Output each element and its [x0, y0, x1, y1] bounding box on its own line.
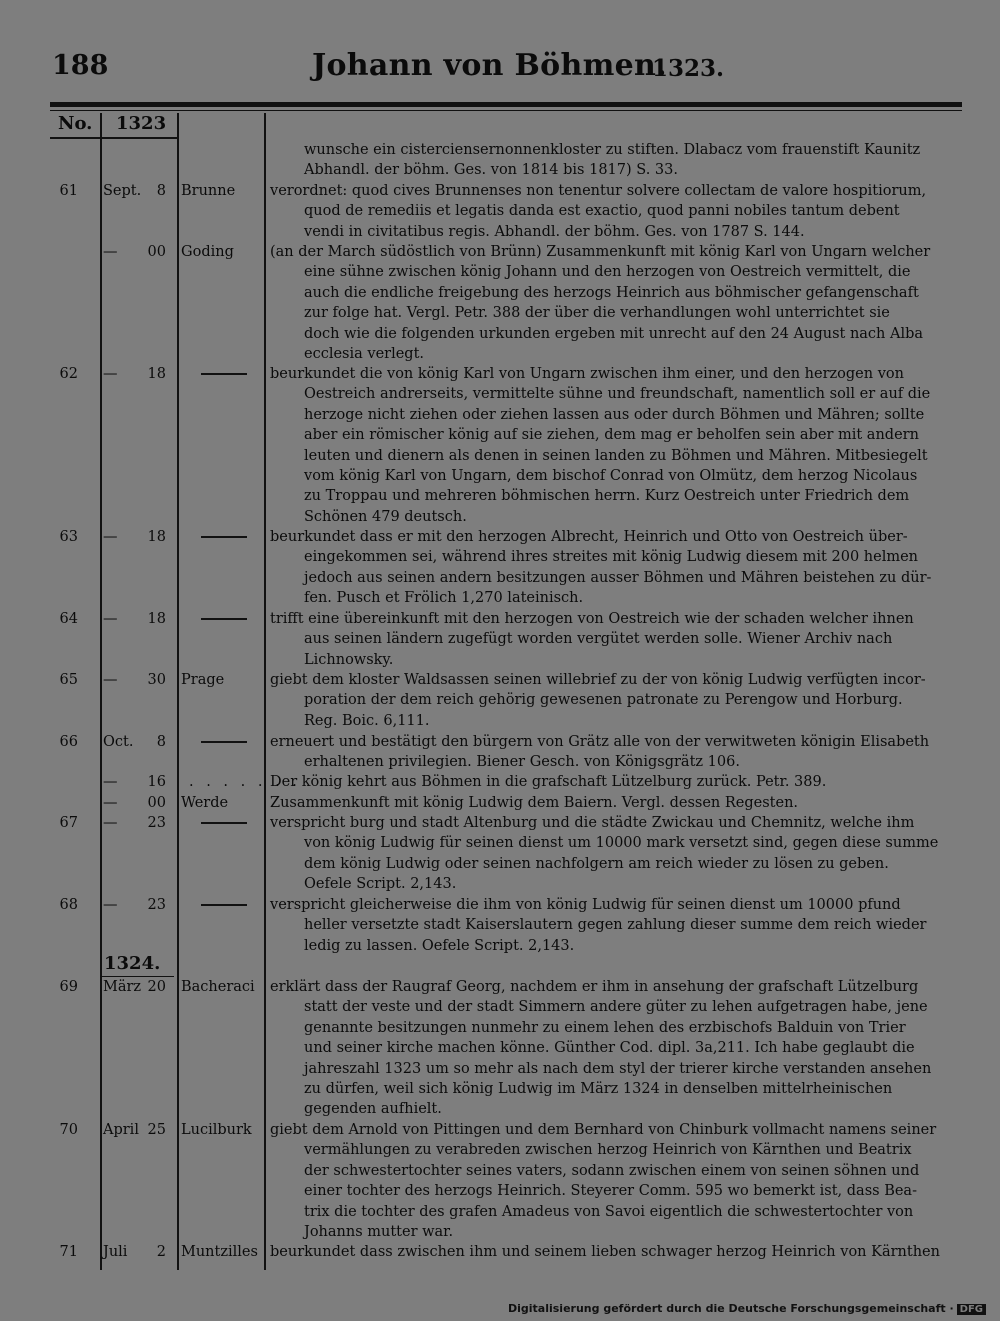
entry-line: erklärt dass der Raugraf Georg, nachdem er ihm in ansehung der grafschaft Lützelburg — [270, 979, 919, 995]
column-divider-2 — [177, 113, 179, 1270]
entry-month: — — [103, 897, 118, 913]
entry-day: 16 — [147, 774, 166, 790]
entry-text — [270, 793, 962, 813]
entry-number: 64 — [59, 611, 78, 627]
entry-text — [270, 1242, 962, 1262]
entry-number: 69 — [59, 979, 78, 995]
entry-text — [270, 527, 962, 609]
entry-line: fen. Pusch et Frölich 1,270 lateinisch. — [304, 590, 584, 607]
entry-text — [270, 364, 962, 527]
entry-line: Oestreich andrerseits, vermittelte sühne und freundschaft, namentlich soll er auf die — [304, 386, 931, 403]
place-dots-text: . . . . . . . — [189, 774, 301, 790]
column-header-no: No. — [58, 113, 93, 134]
place-placeholder-dash — [181, 609, 273, 629]
entry-day: 00 — [147, 795, 166, 811]
entry-line: poration der dem reich gehörig gewesenen patronate zu Perengow und Horburg. — [304, 692, 903, 709]
entry-place: Bacheraci — [181, 979, 255, 995]
entry-day: 18 — [147, 611, 166, 627]
entry-day: 8 — [156, 183, 166, 199]
entry-line: von könig Ludwig für seinen dienst um 10000 mark versetzt sind, gegen diese summe — [304, 835, 939, 852]
header-rule-thick — [50, 102, 962, 107]
column-header-underline — [50, 137, 178, 139]
entry-line: und seiner kirche machen könne. Günther Cod. dipl. 3a,211. Ich habe geglaubt die — [304, 1040, 915, 1057]
entry-text — [270, 977, 962, 1120]
entry-text — [270, 772, 962, 792]
entry-month: — — [103, 366, 118, 382]
entry-line: zur folge hat. Vergl. Petr. 388 der über die verhandlungen wohl unterrichtet sie — [304, 305, 890, 322]
place-placeholder-dash — [181, 813, 273, 833]
entry-line: ecclesia verlegt. — [304, 345, 425, 362]
entry-month: — — [103, 795, 118, 811]
entry-line: giebt dem Arnold von Pittingen und dem Bernhard von Chinburk vollmacht namens seiner — [270, 1122, 937, 1138]
entry-number: 70 — [59, 1122, 78, 1138]
footer-text: Digitalisierung gefördert durch die Deutsche Forschungsgemeinschaft · — [507, 1302, 954, 1315]
entry-line: beurkundet die von könig Karl von Ungarn zwischen ihm einer, und den herzogen von — [270, 366, 904, 382]
column-header-year: 1323 — [116, 113, 167, 134]
entry-month: — — [103, 672, 118, 688]
entry-text — [270, 1120, 962, 1242]
entry-place: Muntzilles — [181, 1244, 258, 1260]
place-placeholder-dash — [181, 895, 273, 915]
entry-line: der schwestertochter seines vaters, sodann zwischen einem von seinen söhnen und — [304, 1162, 920, 1179]
entry-day: 00 — [147, 244, 166, 260]
entry-number: 68 — [59, 897, 78, 913]
place-dots — [175, 772, 301, 792]
entry-line: doch wie die folgenden urkunden ergeben mit unrecht auf den 24 August nach Alba — [304, 325, 924, 342]
entry-line: zu Troppau und mehreren böhmischen herrn. Kurz Oestreich unter Friedrich dem — [304, 488, 910, 505]
entry-line: ledig zu lassen. Oefele Script. 2,143. — [304, 937, 575, 954]
entry-day: 23 — [147, 815, 166, 831]
year-heading-1324: 1324. — [104, 953, 161, 974]
entry-text — [270, 813, 962, 895]
entry-line: Abhandl. der böhm. Ges. von 1814 bis 1817) S. 33. — [304, 162, 678, 179]
entry-line: vom könig Karl von Ungarn, dem bischof Conrad von Olmütz, dem herzog Nicolaus — [304, 467, 918, 484]
entry-line: eine sühne zwischen könig Johann und den herzogen von Oestreich vermittelt, die — [304, 264, 911, 281]
entry-place: Goding — [181, 244, 234, 260]
entry-line: verordnet: quod cives Brunnenses non tenentur solvere collectam de valore hospitiorum, — [270, 183, 927, 199]
entry-month: — — [103, 244, 118, 260]
entry-line: zu dürfen, weil sich könig Ludwig im März 1324 in denselben mittelrheinischen — [304, 1080, 893, 1097]
entry-text — [270, 181, 962, 242]
entry-text — [270, 140, 962, 181]
entry-line: verspricht burg und stadt Altenburg und die städte Zwickau und Chemnitz, welche ihm — [270, 815, 915, 831]
entry-text — [270, 895, 962, 956]
entry-line: giebt dem kloster Waldsassen seinen willebrief zu der von könig Ludwig verfügten incor- — [270, 672, 926, 688]
entry-line: Schönen 479 deutsch. — [304, 508, 467, 525]
entry-line: einer tochter des herzogs Heinrich. Steyerer Comm. 595 wo bemerkt ist, dass Bea- — [304, 1183, 917, 1200]
header-rule-thin — [50, 110, 962, 111]
entry-place: Brunne — [181, 183, 236, 199]
entry-text — [270, 609, 962, 670]
entry-place: Prage — [181, 672, 225, 688]
entry-line: eingekommen sei, während ihres streites mit könig Ludwig diesem mit 200 helmen — [304, 549, 919, 566]
entry-line: herzoge nicht ziehen oder ziehen lassen aus oder durch Böhmen und Mähren; sollte — [304, 406, 925, 423]
entry-day: 30 — [147, 672, 166, 688]
entry-line: Lichnowsky. — [304, 651, 394, 668]
entry-number: 61 — [59, 183, 78, 199]
entry-place: Lucilburk — [181, 1122, 252, 1138]
column-divider-3 — [264, 113, 266, 1270]
header-year: 1323. — [652, 55, 725, 82]
entry-day: 2 — [156, 1244, 166, 1260]
page-title: Johann von Böhmen. — [312, 48, 667, 83]
entry-day: 8 — [156, 734, 166, 750]
entry-day: 23 — [147, 897, 166, 913]
entry-month: — — [103, 815, 118, 831]
entry-place: Werde — [181, 795, 229, 811]
entry-line: Oefele Script. 2,143. — [304, 876, 457, 893]
dfg-logo: DFG — [957, 1304, 986, 1315]
entry-month: Sept. — [103, 183, 142, 199]
entry-line: dem könig Ludwig oder seinen nachfolgern am reich wieder zu lösen zu geben. — [304, 855, 889, 872]
entry-month: März — [103, 979, 142, 995]
entry-line: verspricht gleicherweise die ihm von könig Ludwig für seinen dienst um 10000 pfund — [270, 897, 901, 913]
place-placeholder-dash — [181, 732, 273, 752]
entry-line: auch die endliche freigebung des herzogs Heinrich aus böhmischer gefangenschaft — [304, 284, 919, 301]
entry-month: April — [103, 1122, 139, 1138]
entry-day: 18 — [147, 529, 166, 545]
entry-line: leuten und dienern als denen in seinen landen zu Böhmen und Mähren. Mitbesiegelt — [304, 447, 928, 464]
entry-month: Juli — [103, 1244, 128, 1260]
entry-day: 25 — [147, 1122, 166, 1138]
entry-line: trix die tochter des grafen Amadeus von Savoi eigentlich die schwestertochter von — [304, 1203, 914, 1220]
entry-line: erhaltenen privilegien. Biener Gesch. von Königsgrätz 106. — [304, 754, 740, 771]
entry-month: — — [103, 529, 118, 545]
entry-line: jahreszahl 1323 um so mehr als nach dem styl der trierer kirche verstanden ansehen — [304, 1060, 932, 1077]
entry-number: 67 — [59, 815, 78, 831]
entry-month: — — [103, 774, 118, 790]
entry-day: 18 — [147, 366, 166, 382]
entry-line: gegenden aufhielt. — [304, 1101, 442, 1118]
entry-line: Johanns mutter war. — [304, 1223, 454, 1240]
entry-line: aber ein römischer könig auf sie ziehen, dem mag er beholfen sein aber mit andern — [304, 427, 919, 444]
entry-line: vendi in civitatibus regis. Abhandl. der böhm. Ges. von 1787 S. 144. — [304, 223, 805, 240]
entry-line: genannte besitzungen nunmehr zu einem lehen des erzbischofs Balduin von Trier — [304, 1019, 906, 1036]
entry-line: statt der veste und der stadt Simmern andere güter zu lehen aufgetragen habe, jene — [304, 999, 928, 1016]
entry-line: beurkundet dass zwischen ihm und seinem lieben schwager herzog Heinrich von Kärnthen — [270, 1244, 940, 1260]
column-divider-1 — [100, 113, 102, 1270]
entry-line: beurkundet dass er mit den herzogen Albrecht, Heinrich und Otto von Oestreich über- — [270, 529, 908, 545]
footer-credit — [508, 1302, 986, 1315]
entry-number: 65 — [59, 672, 78, 688]
entry-line: trifft eine übereinkunft mit den herzogen von Oestreich wie der schaden welcher ihnen — [270, 611, 914, 627]
entry-text — [270, 732, 962, 773]
entry-month: Oct. — [103, 734, 134, 750]
entry-month: — — [103, 611, 118, 627]
place-placeholder-dash — [181, 364, 273, 384]
page-number: 188 — [52, 50, 109, 81]
entry-number: 62 — [59, 366, 78, 382]
entry-number: 66 — [59, 734, 78, 750]
entry-line: heller versetzte stadt Kaiserslautern gegen zahlung dieser summe dem reich wieder — [304, 917, 927, 934]
entry-number: 71 — [59, 1244, 78, 1260]
entry-line: (an der March südöstlich von Brünn) Zusammenkunft mit könig Karl von Ungarn welcher — [270, 244, 931, 260]
entry-day: 20 — [147, 979, 166, 995]
entry-line: quod de remediis et legatis danda est exactio, quod panni nobiles tantum debent — [304, 203, 900, 220]
entry-number: 63 — [59, 529, 78, 545]
entry-line: jedoch aus seinen andern besitzungen ausser Böhmen und Mähren beistehen zu dür- — [304, 569, 932, 586]
entry-line: vermählungen zu verabreden zwischen herzog Heinrich von Kärnthen und Beatrix — [304, 1142, 912, 1159]
entry-line: erneuert und bestätigt den bürgern von Grätz alle von der verwitweten königin Elisabeth — [270, 734, 930, 750]
place-placeholder-dash — [181, 527, 273, 547]
entry-line: aus seinen ländern zugefügt worden vergütet werden solle. Wiener Archiv nach — [304, 631, 893, 648]
entry-line: Reg. Boic. 6,111. — [304, 712, 430, 729]
entry-line: wunsche ein cisterciensernonnenkloster zu stiften. Dlabacz vom frauenstift Kaunitz — [304, 142, 921, 158]
entry-line: Zusammenkunft mit könig Ludwig dem Baiern. Vergl. dessen Regesten. — [270, 795, 799, 811]
entry-text — [270, 242, 962, 364]
entry-line: Der könig kehrt aus Böhmen in die grafschaft Lützelburg zurück. Petr. 389. — [270, 774, 827, 790]
entry-text — [270, 670, 962, 731]
